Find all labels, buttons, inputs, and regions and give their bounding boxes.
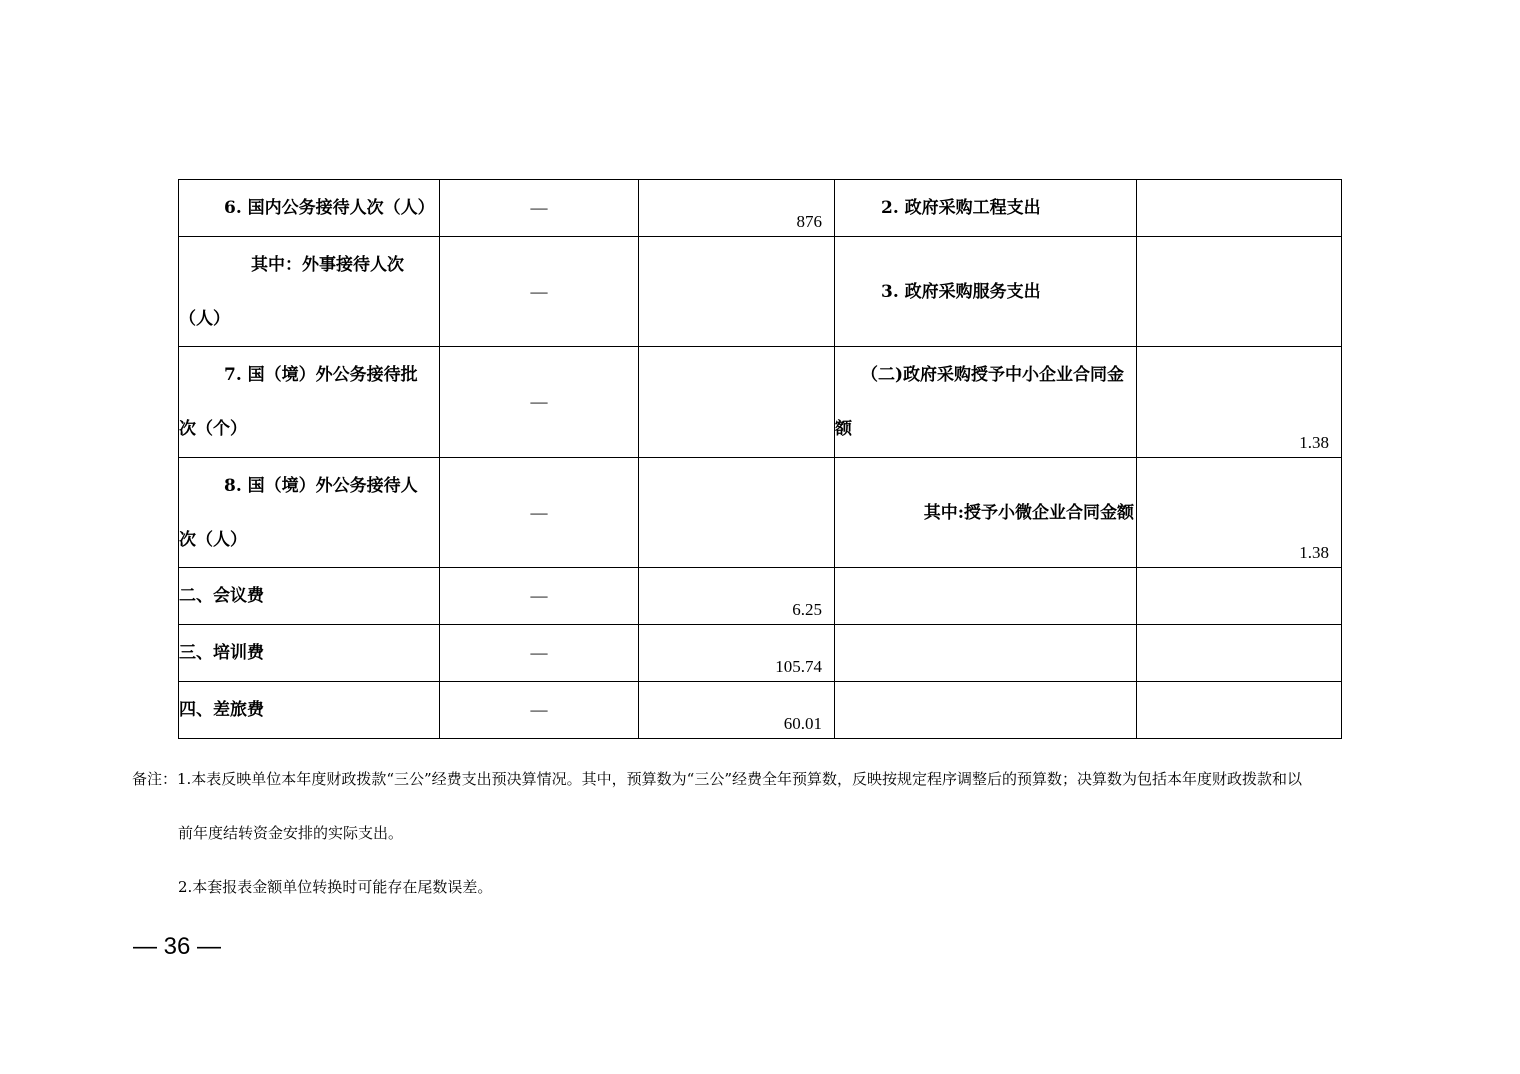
right-label-line: 2. 政府采购工程支出 — [881, 198, 1041, 218]
row-label-line: 8. 国（境）外公务接待人 — [224, 475, 418, 496]
row-label-line: 次（个） — [179, 419, 247, 439]
budget-value: — — [530, 700, 548, 719]
actual-cell — [639, 568, 835, 625]
row-label — [179, 237, 440, 347]
actual-value: 105.74 — [775, 657, 822, 676]
table-row — [179, 347, 1342, 458]
table-row — [179, 625, 1342, 682]
right-value-cell — [1137, 682, 1342, 739]
right-label — [835, 568, 1137, 625]
table-row — [179, 237, 1342, 347]
right-value-cell — [1137, 180, 1342, 237]
budget-cell — [440, 458, 639, 568]
budget-cell — [440, 237, 639, 347]
right-label — [835, 682, 1137, 739]
budget-value: — — [530, 281, 548, 301]
footnotes — [132, 752, 1402, 914]
budget-cell — [440, 625, 639, 682]
right-value-cell — [1137, 237, 1342, 347]
actual-cell — [639, 625, 835, 682]
table-row — [179, 568, 1342, 625]
right-value: 1.38 — [1299, 543, 1329, 562]
right-label-line: （二)政府采购授予中小企业合同金 — [861, 365, 1125, 385]
footnote-line-1: 备注：1.本表反映单位本年度财政拨款“三公”经费支出预决算情况。其中，预算数为“三公”经费全年预算数，反映按规定程序调整后的预算数；决算数为包括本年度财政拨款和以 — [132, 770, 1302, 788]
actual-cell — [639, 237, 835, 347]
table-row — [179, 458, 1342, 568]
right-label — [835, 237, 1137, 347]
actual-cell — [639, 347, 835, 458]
actual-cell — [639, 458, 835, 568]
right-value-cell — [1137, 458, 1342, 568]
right-label-line: 其中:授予小微企业合同金额 — [923, 502, 1134, 523]
right-value-cell — [1137, 625, 1342, 682]
budget-value: — — [530, 392, 548, 411]
budget-cell — [440, 347, 639, 458]
right-label — [835, 347, 1137, 458]
expense-table — [178, 179, 1342, 739]
budget-value: — — [530, 502, 548, 522]
actual-value: 876 — [796, 212, 822, 231]
right-label — [835, 625, 1137, 682]
budget-value: — — [530, 586, 548, 605]
row-label — [179, 625, 440, 682]
row-label-line: 次（人） — [179, 529, 247, 550]
row-label-line: 三、培训费 — [179, 643, 264, 663]
right-value-cell — [1137, 347, 1342, 458]
row-label — [179, 180, 440, 237]
right-label — [835, 180, 1137, 237]
row-label-line: 二、会议费 — [179, 586, 264, 606]
right-value: 1.38 — [1299, 433, 1329, 452]
row-label-line: （人） — [179, 308, 230, 329]
table-row — [179, 682, 1342, 739]
row-label-line: 7. 国（境）外公务接待批 — [224, 365, 418, 385]
actual-value: 60.01 — [783, 714, 822, 733]
budget-cell — [440, 682, 639, 739]
row-label — [179, 568, 440, 625]
right-label — [835, 458, 1137, 568]
budget-value: — — [530, 643, 548, 662]
right-label-line: 额 — [835, 419, 852, 439]
budget-value: — — [530, 198, 548, 217]
row-label-line: 其中：外事接待人次 — [251, 254, 404, 275]
row-label-line: 6. 国内公务接待人次（人） — [224, 198, 435, 218]
row-label — [179, 347, 440, 458]
budget-cell — [440, 568, 639, 625]
right-label-line: 3. 政府采购服务支出 — [881, 281, 1041, 302]
right-value-cell — [1137, 568, 1342, 625]
footnote-line-2: 前年度结转资金安排的实际支出。 — [178, 824, 404, 842]
page-number: — 36 — — [133, 933, 222, 960]
table-row — [179, 180, 1342, 237]
actual-cell — [639, 180, 835, 237]
actual-cell — [639, 682, 835, 739]
row-label — [179, 682, 440, 739]
footnote-line-3: 2.本套报表金额单位转换时可能存在尾数误差。 — [178, 878, 493, 896]
actual-value: 6.25 — [792, 600, 822, 619]
budget-cell — [440, 180, 639, 237]
row-label — [179, 458, 440, 568]
row-label-line: 四、差旅费 — [179, 700, 264, 720]
